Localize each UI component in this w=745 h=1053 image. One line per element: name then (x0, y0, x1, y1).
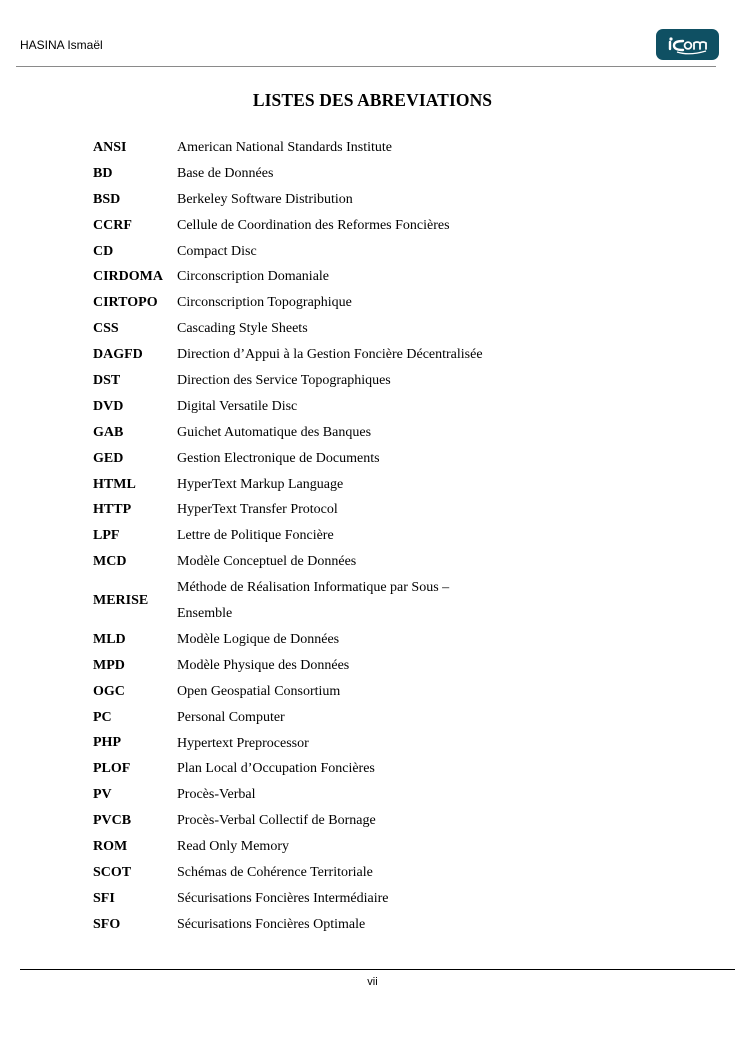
abbreviation-code: CCRF (93, 217, 132, 233)
abbreviation-row (93, 834, 653, 860)
abbreviation-code: PHP (93, 735, 121, 751)
abbreviation-row (93, 782, 653, 808)
header-divider (16, 66, 716, 67)
abbreviation-definition: Procès-Verbal Collectif de Bornage (177, 813, 376, 829)
abbreviation-definition: Hypertext Preprocessor (177, 735, 309, 751)
abbreviation-row (93, 808, 653, 834)
abbreviation-definition: Guichet Automatique des Banques (177, 424, 372, 440)
abbreviation-row (93, 731, 653, 757)
abbreviation-row (93, 549, 653, 575)
abbreviation-definition: Direction d’Appui à la Gestion Foncière Décentralisée (177, 347, 483, 363)
abbreviation-row (93, 161, 653, 187)
abbreviation-row (93, 420, 653, 446)
abbreviation-definition: HyperText Transfer Protocol (177, 502, 338, 518)
abbreviation-code: GED (93, 450, 124, 466)
abbreviation-row (93, 342, 653, 368)
abbreviation-row (93, 239, 653, 265)
abbreviation-code: CIRTOPO (93, 295, 158, 311)
page-number: vii (367, 976, 378, 988)
abbreviation-code: PVCB (93, 813, 132, 829)
abbreviation-definition: Sécurisations Foncières Optimale (177, 916, 366, 932)
abbreviation-definition: Circonscription Domaniale (177, 269, 330, 285)
abbreviation-definition: Compact Disc (177, 243, 257, 259)
abbreviation-code: CD (93, 243, 114, 259)
abbreviation-row (93, 187, 653, 213)
abbreviation-code: DVD (93, 398, 124, 414)
abbreviation-row (93, 886, 653, 912)
abbreviation-definition: Cascading Style Sheets (177, 321, 308, 337)
abbreviation-code: BD (93, 165, 113, 181)
abbreviation-code: MLD (93, 631, 126, 647)
abbreviation-definition: Modèle Logique de Données (177, 631, 340, 647)
abbreviation-code: PV (93, 787, 112, 803)
abbreviation-definition: Schémas de Cohérence Territoriale (177, 864, 373, 880)
abbreviation-definition: Open Geospatial Consortium (177, 683, 341, 699)
abbreviation-definition: Procès-Verbal (177, 787, 256, 803)
abbreviation-definition: Digital Versatile Disc (177, 398, 298, 414)
abbreviation-definition: American National Standards Institute (177, 140, 392, 155)
abbreviation-code: MCD (93, 554, 127, 570)
abbreviation-definition: Gestion Electronique de Documents (177, 450, 380, 466)
abbreviation-row (93, 316, 653, 342)
abbreviation-code: HTTP (93, 502, 132, 518)
abbreviation-list (93, 135, 653, 938)
abbreviation-definition: Direction des Service Topographiques (177, 373, 391, 389)
abbreviation-definition: Sécurisations Foncières Intermédiaire (177, 890, 389, 906)
abbreviation-definition: Personal Computer (177, 709, 285, 725)
abbreviation-definition: Lettre de Politique Foncière (177, 528, 334, 544)
abbreviation-code: MERISE (93, 593, 149, 609)
abbreviation-row (93, 860, 653, 886)
abbreviation-code: ROM (93, 839, 128, 854)
abbreviation-code: SFO (93, 916, 121, 932)
institution-logo (656, 29, 719, 60)
abbreviation-row (93, 756, 653, 782)
abbreviation-code: OGC (93, 683, 125, 699)
abbreviation-row (93, 446, 653, 472)
abbreviation-code: ANSI (93, 139, 127, 155)
abbreviation-definition: Circonscription Topographique (177, 295, 352, 311)
abbreviation-row (93, 627, 653, 653)
abbreviation-row (93, 653, 653, 679)
abbreviation-code: DAGFD (93, 347, 143, 363)
abbreviation-code: SCOT (93, 864, 132, 880)
abbreviation-row (93, 394, 653, 420)
abbreviation-definition: Modèle Conceptuel de Données (177, 554, 357, 570)
abbreviation-definition: Méthode de Réalisation Informatique par Sous – Ensemble (177, 580, 450, 622)
abbreviation-row (93, 575, 653, 627)
abbreviation-code: BSD (93, 191, 121, 207)
abbreviation-code: PLOF (93, 761, 131, 777)
abbreviation-row (93, 497, 653, 523)
abbreviation-row (93, 368, 653, 394)
abbreviation-definition: HyperText Markup Language (177, 476, 344, 492)
abbreviation-definition: Cellule de Coordination des Reformes Foncières (177, 217, 450, 233)
abbreviation-row (93, 135, 653, 161)
abbreviation-code: MPD (93, 657, 125, 673)
abbreviation-row (93, 290, 653, 316)
abbreviation-definition: Plan Local d’Occupation Foncières (177, 761, 375, 777)
abbreviation-code: DST (93, 372, 121, 388)
header-author: HASINA Ismaël (20, 38, 103, 52)
abbreviation-row (93, 523, 653, 549)
abbreviation-row (93, 912, 653, 938)
abbreviation-code: GAB (93, 424, 124, 440)
abbreviation-row (93, 264, 653, 290)
abbreviation-code: LPF (93, 528, 120, 544)
abbreviation-definition: Read Only Memory (177, 839, 289, 855)
abbreviation-definition: Berkeley Software Distribution (177, 191, 353, 207)
page-title: LISTES DES ABREVIATIONS (252, 90, 493, 110)
abbreviation-code: CIRDOMA (93, 269, 163, 285)
abbreviation-code: PC (93, 709, 112, 725)
abbreviation-row (93, 472, 653, 498)
abbreviation-definition: Modèle Physique des Données (177, 657, 350, 673)
abbreviation-row (93, 213, 653, 239)
logo-mark-icon (656, 29, 719, 60)
abbreviation-code: CSS (93, 321, 119, 337)
abbreviation-row (93, 705, 653, 731)
abbreviation-code: SFI (93, 890, 115, 906)
abbreviation-code: HTML (93, 476, 136, 492)
footer-divider (20, 969, 735, 970)
abbreviation-definition: Base de Données (177, 165, 274, 181)
abbreviation-row (93, 679, 653, 705)
